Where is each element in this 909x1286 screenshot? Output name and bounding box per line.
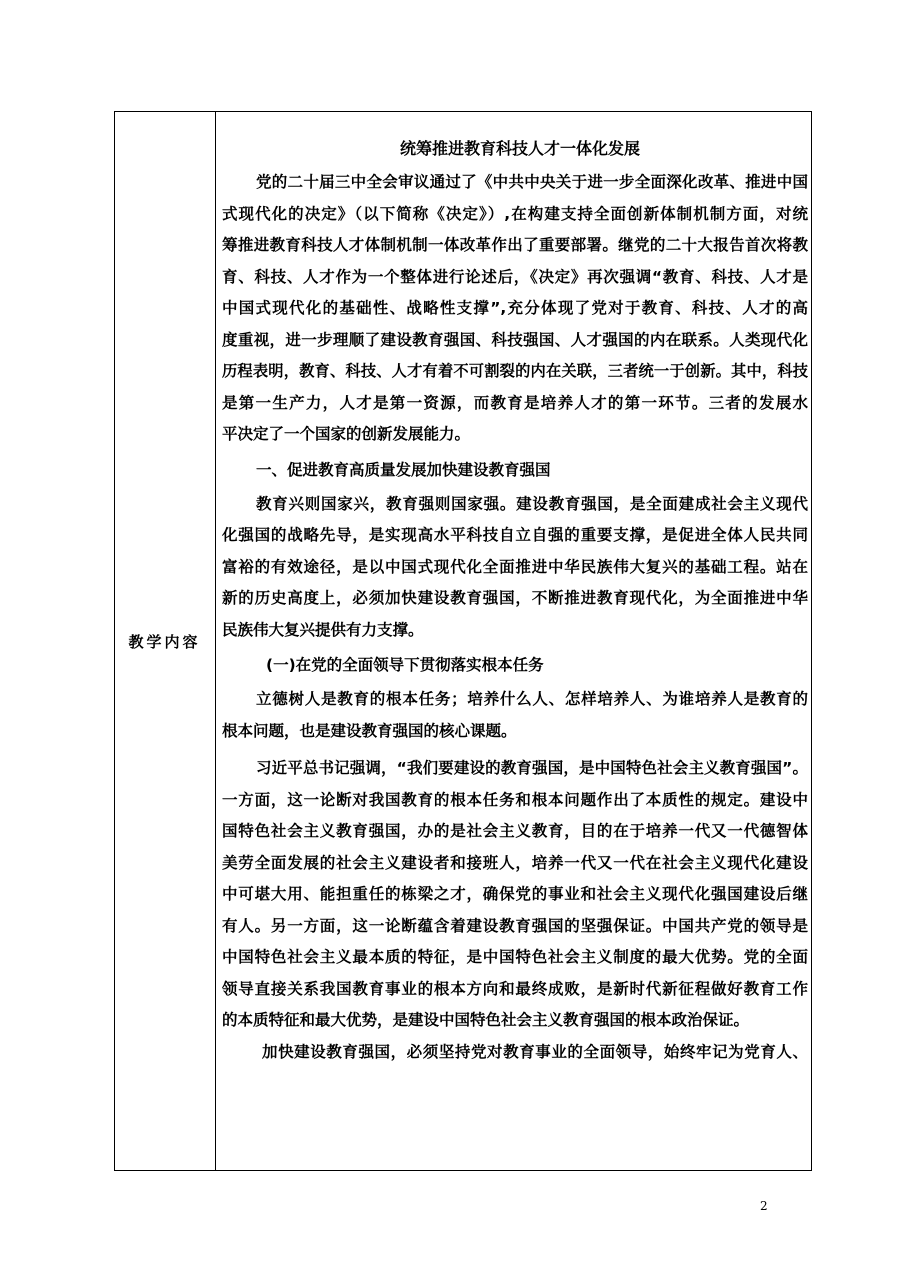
row-label: 教学内容: [128, 632, 201, 651]
text-line: 式现代化的决定》（以下简称《决定》）,在构建支持全面创新体制机制方面，对统: [222, 204, 808, 223]
text-line: 中国特色社会主义最本质的特征，是中国特色社会主义制度的最大优势。党的全面: [222, 948, 808, 966]
text-line: 一方面，这一论断对我国教育的根本任务和根本问题作出了本质性的规定。建设中: [222, 790, 808, 809]
article-title: 统筹推进教育科技人才一体化发展: [399, 139, 640, 158]
paragraph-5: [222, 1037, 808, 1069]
text-line: 立德树人是教育的根本任务；培养什么人、怎样培养人、为谁培养人是教育的: [256, 690, 808, 708]
text-line: 是第一生产力，人才是第一资源，而教育是培养人才的第一环节。三者的发展水: [222, 393, 808, 412]
section-heading-2: (一)在党的全面领导下贯彻落实根本任务: [266, 656, 544, 674]
column-divider: [215, 111, 216, 1171]
text-line: 中可堪大用、能担重任的栋梁之才，确保党的事业和社会主义现代化强国建设后继: [222, 885, 808, 903]
row-label-cell: [114, 111, 215, 1171]
text-line: 根本问题，也是建设教育强国的核心课题。: [222, 721, 517, 740]
text-line: 中国式现代化的基础性、战略性支撑”,充分体现了党对于教育、科技、人才的高: [222, 299, 808, 317]
text-line: 历程表明，教育、科技、人才有着不可割裂的内在关联，三者统一于创新。其中，科技: [222, 362, 808, 380]
text-line: 习近平总书记强调，“我们要建设的教育强国，是中国特色社会主义教育强国”。: [256, 759, 808, 777]
text-line: 的本质特征和最大优势，是建设中国特色社会主义教育强国的根本政治保证。: [222, 1011, 750, 1029]
text-line: 教育兴则国家兴，教育强则国家强。建设教育强国，是全面建成社会主义现代: [256, 494, 808, 513]
text-line: 领导直接关系我国教育事业的根本方向和最终成败，是新时代新征程做好教育工作: [222, 979, 808, 998]
paragraph-3: [222, 684, 808, 747]
paragraph-1: [222, 167, 808, 451]
text-line: 新的历史高度上，必须加快建设教育强国，不断推进教育现代化，为全面推进中华: [222, 589, 808, 607]
text-line: 度重视，进一步理顺了建设教育强国、科技强国、人才强国的内在联系。人类现代化: [222, 330, 808, 349]
page-number: 2: [760, 1199, 768, 1213]
paragraph-2: [222, 489, 808, 647]
text-line: 民族伟大复兴提供有力支撑。: [222, 620, 424, 639]
text-line: 国特色社会主义教育强国，办的是社会主义教育，目的在于培养一代又一代德智体: [222, 822, 808, 840]
section-heading-1: 一、促进教育高质量发展加快建设教育强国: [256, 460, 551, 479]
paragraph-4: [222, 753, 808, 1037]
text-line: 党的二十届三中全会审议通过了《中共中央关于进一步全面深化改革、推进中国: [256, 173, 808, 191]
text-line: 化强国的战略先导，是实现高水平科技自立自强的重要支撑，是促进全体人民共同: [222, 526, 808, 544]
text-line: 育、科技、人才作为一个整体进行论述后，《决定》再次强调“教育、科技、人才是: [222, 267, 808, 286]
text-line: 美劳全面发展的社会主义建设者和接班人，培养一代又一代在社会主义现代化建设: [222, 853, 808, 872]
content-cell: [222, 131, 808, 1068]
text-line: 加快建设教育强国，必须坚持党对教育事业的全面领导，始终牢记为党育人、: [262, 1042, 808, 1061]
text-line: 有人。另一方面，这一论断蕴含着建设教育强国的坚强保证。中国共产党的领导是: [222, 916, 808, 935]
text-line: 富裕的有效途径，是以中国式现代化全面推进中华民族伟大复兴的基础工程。站在: [222, 557, 808, 576]
text-line: 筹推进教育科技人才体制机制一体改革作出了重要部署。继党的二十大报告首次将教: [222, 236, 808, 254]
text-line: 平决定了一个国家的创新发展能力。: [222, 425, 471, 443]
